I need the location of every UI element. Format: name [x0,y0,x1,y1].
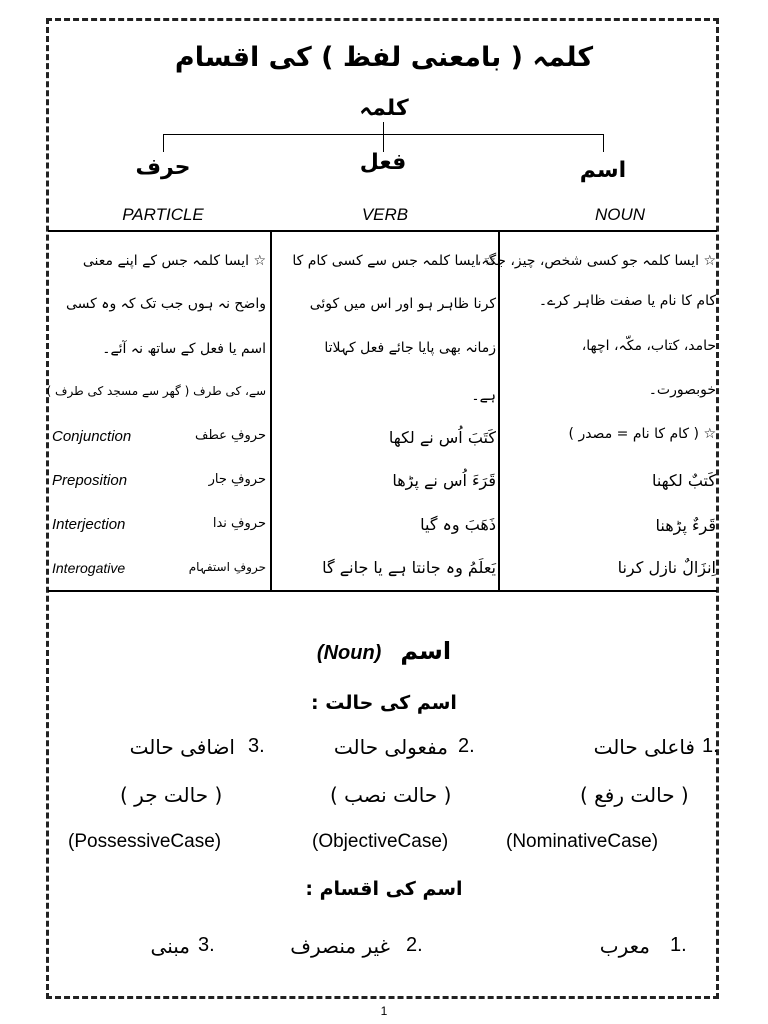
page-number: 1 [380,1004,388,1018]
noun-section-heading [0,637,768,665]
particle-type-english: Preposition [52,472,128,489]
category-particle-urdu: حرف [135,155,191,180]
particle-def-line: واضح نہ ہوں جب تک کہ وہ کسی [65,296,266,312]
verb-example: یَعلَمُ وہ جانتا ہے یا جانے گا [322,558,496,577]
particle-type-english: Interogative [52,560,126,576]
kind-number: 2. [406,934,423,956]
noun-def-line: ☆ ( کام کا نام = مصدر ) [568,426,716,442]
verb-example: کَتَبَ اُس نے لکھا [388,428,496,447]
noun-kinds-heading: اسم کی اقسام : [305,878,463,900]
page-title: کلمہ ( بامعنی لفظ ) کی اقسام [174,42,594,73]
tree-branch-noun [603,134,604,152]
category-verb-urdu: فعل [359,150,407,175]
noun-heading-urdu: اسم [400,637,452,665]
case-urdu-name: فاعلی حالت [593,735,695,759]
particle-type-urdu: حروفِ عطف [195,428,266,443]
kind-urdu-name: معرب [599,934,650,958]
verb-example: ذَھَبَ وہ گیا [420,515,496,534]
noun-def-line: حامد، کتاب، مکّہ، اچھا، [581,338,716,354]
particle-def-line: اسم یا فعل کے ساتھ نہ آئے۔ [102,341,266,357]
particle-type-urdu: حروفِ جار [208,472,266,487]
table-column-divider-right [498,231,500,591]
noun-def-line: کام کا نام یا صفت ظاہر کرے۔ [538,293,716,309]
kind-urdu-name: غیر منصرف [290,934,390,958]
tree-root-label: کلمہ [359,96,409,121]
table-bottom-border [48,590,717,592]
particle-type-english: Conjunction [52,428,132,445]
verb-example: قَرَءَ اُس نے پڑھا [392,471,496,490]
noun-example: قَرءٌ پڑھنا [655,516,716,535]
case-english-possessive: (PossessiveCase) [68,831,222,852]
case-number: 2. [458,735,475,757]
kind-number: 1. [670,934,687,956]
category-noun-urdu: اسم [579,158,627,183]
noun-states-heading: اسم کی حالت : [311,692,457,714]
particle-type-urdu: حروفِ ندا [212,516,266,531]
table-column-divider-left [270,231,272,591]
tree-branch-particle [163,134,164,152]
noun-heading-english: (Noun) [316,642,382,664]
noun-def-line: ☆ ایسا کلمہ جو کسی شخص، چیز، جگہ، [476,253,716,269]
noun-def-line: خوبصورت۔ [648,382,716,398]
case-sub-nominative: ( حالت رفع ) [580,783,689,807]
category-noun-english: NOUN [594,205,646,224]
particle-type-urdu: حروفِ استفہام [188,560,266,574]
case-english-objective: (ObjectiveCase) [312,831,449,852]
table-top-border [48,230,717,232]
verb-def-line: کرنا ظاہر ہو اور اس میں کوئی [309,296,496,312]
particle-def-line: ☆ ایسا کلمہ جس کے اپنے معنی [82,253,266,269]
verb-def-line: ☆ ایسا کلمہ جس سے کسی کام کا [292,253,496,269]
case-sub-objective: ( حالت نصب ) [330,783,452,807]
particle-type-english: Interjection [52,516,126,533]
kind-urdu-name: مبنی [150,934,190,958]
noun-example: اِنزَالٌ نازل کرنا [617,558,716,577]
verb-def-line: زمانہ بھی پایا جائے فعل کہلاتا [324,340,496,356]
case-urdu-name: اضافی حالت [129,735,235,759]
case-number: 1. [702,735,719,757]
verb-def-line: ہے۔ [471,388,496,404]
category-particle-english: PARTICLE [122,205,204,224]
category-verb-english: VERB [361,205,409,224]
noun-example: کَتبٌ لکھنا [651,471,716,490]
case-sub-possessive: ( حالت جر ) [120,783,223,807]
case-number: 3. [248,735,265,757]
case-english-nominative: (NominativeCase) [506,831,659,852]
kind-number: 3. [198,934,215,956]
case-urdu-name: مفعولی حالت [333,735,448,759]
particle-def-line: سے، کی طرف ( گھر سے مسجد کی طرف ) [46,384,266,398]
